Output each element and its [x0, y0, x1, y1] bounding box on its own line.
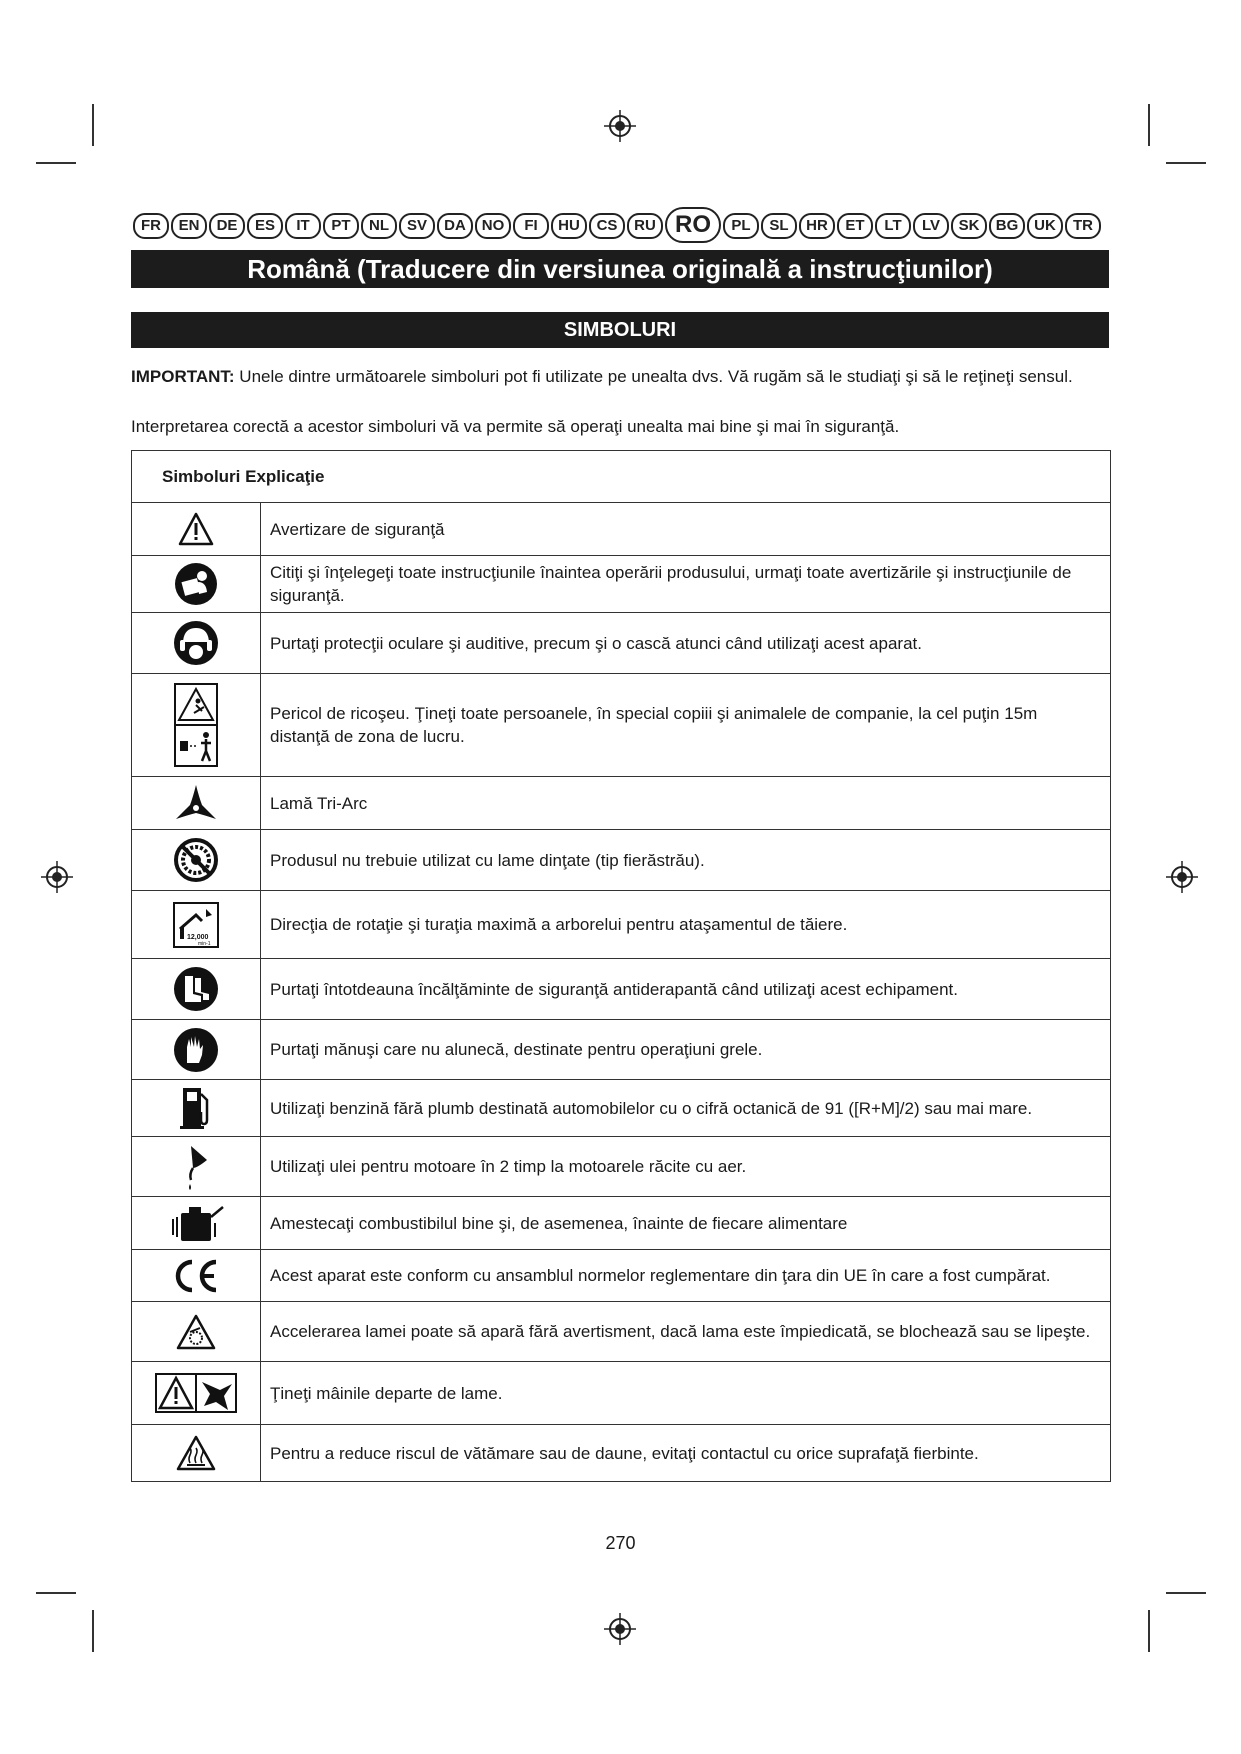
ce-mark-icon: [170, 1256, 222, 1296]
table-header: Simboluri Explicaţie: [132, 451, 1111, 503]
blade-acceleration-icon: [176, 1314, 216, 1350]
row-text: Pentru a reduce riscul de vătămare sau de daune, evitaţi contactul cu orice suprafaţă fierbinte.: [261, 1425, 1111, 1482]
table-row: [132, 674, 1111, 777]
registration-mark-icon: [603, 1612, 637, 1646]
language-da[interactable]: DA: [437, 213, 473, 239]
language-nl[interactable]: NL: [361, 213, 397, 239]
language-pt[interactable]: PT: [323, 213, 359, 239]
symbols-table: [131, 450, 1111, 1482]
row-text: Purtaţi întotdeauna încălţăminte de siguranţă antiderapantă când utilizaţi acest echipament.: [261, 959, 1111, 1020]
row-text: Purtaţi mănuşi care nu alunecă, destinate pentru operaţiuni grele.: [261, 1020, 1111, 1080]
table-row: [132, 959, 1111, 1020]
row-text: Avertizare de siguranţă: [261, 503, 1111, 556]
table-row: [132, 1250, 1111, 1302]
row-text: Direcţia de rotaţie şi turaţia maximă a arborelui pentru ataşamentul de tăiere.: [261, 891, 1111, 959]
row-text: Utilizaţi ulei pentru motoare în 2 timp la motoarele răcite cu aer.: [261, 1137, 1111, 1197]
language-fi[interactable]: FI: [513, 213, 549, 239]
row-text: Accelerarea lamei poate să apară fără avertisment, dacă lama este împiedicată, se blochează sau se lipeşte.: [261, 1302, 1111, 1362]
crop-mark: [36, 162, 76, 164]
language-ru[interactable]: RU: [627, 213, 663, 239]
crop-mark: [1166, 1592, 1206, 1594]
row-text: Pericol de ricoşeu. Ţineţi toate persoanele, în special copiii şi animalele de companie, la cel puţin 15m distanţă de zona de lucru.: [261, 674, 1111, 777]
no-saw-blade-icon: [173, 837, 219, 883]
language-et[interactable]: ET: [837, 213, 873, 239]
row-text: Citiţi şi înţelegeţi toate instrucţiunile înaintea operării produsului, urmaţi toate avertizările şi instrucţiunile de siguranţă.: [261, 556, 1111, 613]
row-text: Ţineţi mâinile departe de lame.: [261, 1362, 1111, 1425]
page-title: Română (Traducere din versiunea originală a instrucţiunilor): [131, 250, 1109, 288]
page-number: 270: [605, 1533, 636, 1553]
table-row: [132, 1362, 1111, 1425]
registration-mark-icon: [1165, 860, 1199, 894]
language-hr[interactable]: HR: [799, 213, 835, 239]
table-row: [132, 891, 1111, 959]
crop-mark: [1148, 1610, 1150, 1652]
table-row: [132, 1302, 1111, 1362]
table-row: [132, 830, 1111, 891]
table-row: [132, 613, 1111, 674]
row-text: Purtaţi protecţii oculare şi auditive, precum şi o cască atunci când utilizaţi acest aparat.: [261, 613, 1111, 674]
table-row: [132, 1080, 1111, 1137]
language-es[interactable]: ES: [247, 213, 283, 239]
important-label: IMPORTANT:: [131, 367, 235, 386]
gloves-icon: [173, 1027, 219, 1073]
language-uk[interactable]: UK: [1027, 213, 1063, 239]
oil-drop-icon: [181, 1142, 211, 1192]
intro-important: [131, 366, 1111, 387]
language-lv[interactable]: LV: [913, 213, 949, 239]
read-manual-icon: [174, 562, 218, 606]
crop-mark: [92, 104, 94, 146]
language-lt[interactable]: LT: [875, 213, 911, 239]
row-text: Acest aparat este conform cu ansamblul normelor reglementare din ţara din UE în care a fost cumpărat.: [261, 1250, 1111, 1302]
table-row: [132, 556, 1111, 613]
rotation-speed-icon: [172, 901, 220, 949]
intro-line2: Interpretarea corectă a acestor simboluri vă va permite să operaţi unealta mai bine şi mai în siguranţă.: [131, 417, 900, 436]
crop-mark: [92, 1610, 94, 1652]
important-text: Unele dintre următoarele simboluri pot fi utilizate pe unealta dvs. Vă rugăm să le studiaţi şi să le reţineţi sensul.: [234, 367, 1073, 386]
crop-mark: [36, 1592, 76, 1594]
language-ro[interactable]: RO: [665, 207, 721, 243]
table-header-row: [132, 451, 1111, 503]
language-fr[interactable]: FR: [133, 213, 169, 239]
language-bar: [133, 207, 1109, 241]
language-it[interactable]: IT: [285, 213, 321, 239]
language-en[interactable]: EN: [171, 213, 207, 239]
language-no[interactable]: NO: [475, 213, 511, 239]
table-row: [132, 1425, 1111, 1482]
section-title: SIMBOLURI: [131, 312, 1109, 348]
fuel-can-shake-icon: [163, 1203, 229, 1243]
language-hu[interactable]: HU: [551, 213, 587, 239]
language-tr[interactable]: TR: [1065, 213, 1101, 239]
safety-boots-icon: [173, 966, 219, 1012]
row-text: Amestecaţi combustibilul bine şi, de asemenea, înainte de fiecare alimentare: [261, 1197, 1111, 1250]
fuel-pump-icon: [179, 1086, 213, 1130]
language-de[interactable]: DE: [209, 213, 245, 239]
row-text: Lamă Tri-Arc: [261, 777, 1111, 830]
crop-mark: [1166, 162, 1206, 164]
row-text: Utilizaţi benzină fără plumb destinată automobilelor cu o cifră octanică de 91 ([R+M]/2) sau mai mare.: [261, 1080, 1111, 1137]
language-sv[interactable]: SV: [399, 213, 435, 239]
ricochet-hazard-icon: [174, 683, 218, 767]
rotation-speed-unit: min-1: [198, 940, 211, 947]
row-text: Produsul nu trebuie utilizat cu lame dinţate (tip fierăstrău).: [261, 830, 1111, 891]
table-row: [132, 777, 1111, 830]
tri-arc-blade-icon: [174, 783, 218, 823]
language-bg[interactable]: BG: [989, 213, 1025, 239]
crop-mark: [1148, 104, 1150, 146]
registration-mark-icon: [603, 109, 637, 143]
warning-triangle-icon: [178, 512, 214, 546]
eye-ear-head-protection-icon: [173, 620, 219, 666]
table-row: [132, 503, 1111, 556]
hand-blade-warning-icon: [154, 1372, 238, 1414]
language-sk[interactable]: SK: [951, 213, 987, 239]
table-row: [132, 1137, 1111, 1197]
language-sl[interactable]: SL: [761, 213, 797, 239]
table-row: [132, 1197, 1111, 1250]
table-row: [132, 1020, 1111, 1080]
language-cs[interactable]: CS: [589, 213, 625, 239]
language-pl[interactable]: PL: [723, 213, 759, 239]
rotation-speed-value: 12,000: [187, 933, 209, 941]
registration-mark-icon: [40, 860, 74, 894]
hot-surface-icon: [176, 1435, 216, 1471]
